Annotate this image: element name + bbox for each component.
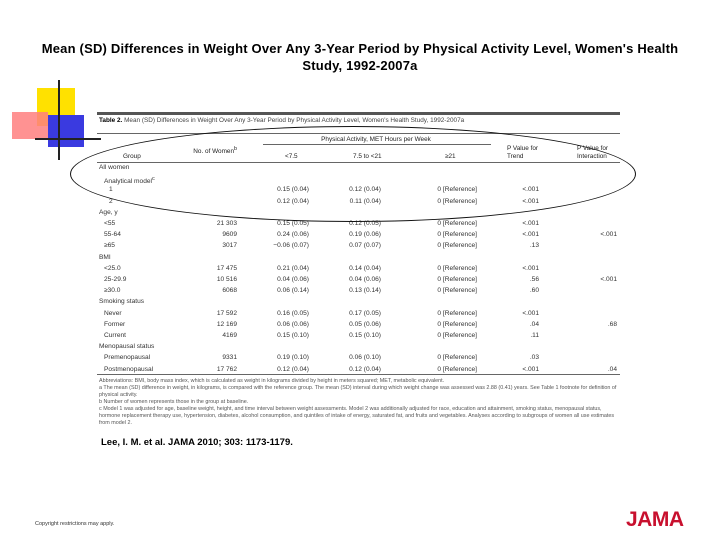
footnote: Abbreviations: BMI, body mass index, which is calculated as weight in kilograms divided by height in meters squared; MET, metabolic equivalent. <box>99 378 445 384</box>
cell-pt: .04 <box>529 320 539 328</box>
table-top-rule <box>97 112 620 115</box>
cell-c1: 0.15 (0.04) <box>277 186 309 194</box>
row-label: 25-29.9 <box>104 276 127 283</box>
cell-c2: 0.12 (0.04) <box>349 186 381 194</box>
cell-c3: 0 [Reference] <box>437 242 477 250</box>
cell-c2: 0.11 (0.04) <box>349 197 381 205</box>
table-caption <box>99 117 464 124</box>
cell-n: 17 592 <box>216 309 237 317</box>
cell-pi: .04 <box>607 365 617 373</box>
jama-logo: JAMA <box>626 508 684 531</box>
cell-c2: 0.14 (0.04) <box>349 264 381 272</box>
row-label: Postmenopausal <box>104 365 154 373</box>
row-label: Age, y <box>99 208 118 216</box>
footnote: b Number of women represents those in the group at baseline. <box>99 399 249 405</box>
cell-c1: 0.19 (0.10) <box>277 354 309 362</box>
cell-n: 21 303 <box>216 220 237 227</box>
cell-pt: <.001 <box>522 186 539 194</box>
cell-pt: .13 <box>529 242 539 250</box>
cell-pt: <.001 <box>522 309 539 317</box>
cell-pt: .11 <box>530 332 539 339</box>
footnote: c Model 1 was adjusted for age, baseline weight, height, and time interval between weight assessments. Model 2 was additionally adjusted for race, education and attainment, smoking status, menopausal status, hormone replacement therapy use, hypertension, diabetes, alcohol consumption, and quintiles of intake of energy, saturated fat, and fruits and vegetables. Analyses according to subgroups of women all use estimates from model 2. <box>99 406 615 426</box>
decorative-vertical-line <box>58 80 60 160</box>
cell-pt: .56 <box>529 276 539 283</box>
row-label: Menopausal status <box>99 343 155 351</box>
cell-c2: 0.12 (0.04) <box>349 365 381 373</box>
cell-n: 3017 <box>222 242 237 250</box>
cell-c2: 0.17 (0.05) <box>349 309 381 317</box>
cell-c3: 0 [Reference] <box>437 365 477 373</box>
cell-n: 9609 <box>222 231 237 239</box>
cell-c1: −0.06 (0.07) <box>273 242 309 250</box>
cell-c1: 0.21 (0.04) <box>277 264 309 272</box>
cell-c3: 0 [Reference] <box>437 231 477 239</box>
table-caption-label: Table 2. <box>99 117 123 124</box>
cell-c1: 0.12 (0.04) <box>277 197 309 205</box>
cell-pt: <.001 <box>522 365 539 373</box>
cell-n: 10 516 <box>216 276 237 283</box>
row-label: ≥65 <box>104 242 115 250</box>
row-label: <25.0 <box>104 264 121 272</box>
cell-n: 17 762 <box>216 365 237 373</box>
row-label: 2 <box>109 197 113 205</box>
cell-c1: 0.06 (0.14) <box>277 287 309 295</box>
cell-n: 17 475 <box>216 264 237 272</box>
cell-n: 6068 <box>222 287 237 295</box>
cell-pt: <.001 <box>522 231 539 239</box>
cell-c1: 0.04 (0.06) <box>277 276 309 283</box>
row-label: All women <box>99 164 130 171</box>
cell-c2: 0.05 (0.06) <box>349 320 381 328</box>
header-p-trend: P Value for Trend <box>507 145 539 160</box>
highlight-ellipse <box>70 126 636 222</box>
cell-c1: 0.06 (0.06) <box>277 320 309 328</box>
cell-c3: 0 [Reference] <box>437 197 477 205</box>
cell-c2: 0.13 (0.14) <box>349 287 381 295</box>
cell-c2: 0.15 (0.10) <box>349 332 381 339</box>
row-label: Premenopausal <box>104 354 151 362</box>
cell-n: 12 169 <box>216 320 237 328</box>
cell-c3: 0 [Reference] <box>437 264 477 272</box>
cell-pt: .03 <box>529 354 539 362</box>
header-n-text: No. of Women <box>193 148 235 156</box>
header-group: Group <box>123 153 141 160</box>
cell-pt: .60 <box>529 287 539 295</box>
cell-pi: .68 <box>607 320 617 328</box>
header-col2: 7.5 to <21 <box>353 153 382 160</box>
cell-c3: 0 [Reference] <box>437 276 477 283</box>
cell-n: 4169 <box>222 332 237 339</box>
cell-pt: <.001 <box>522 220 539 227</box>
row-label: BMI <box>99 253 111 261</box>
citation: Lee, I. M. et al. JAMA 2010; 303: 1173-1179. <box>101 437 293 448</box>
cell-c2: 0.12 (0.05) <box>349 220 381 227</box>
header-col3: ≥21 <box>445 153 456 160</box>
header-n-sup: b <box>234 146 237 152</box>
cell-c3: 0 [Reference] <box>437 220 477 227</box>
row-label: 1 <box>109 186 113 194</box>
table-footnotes <box>99 378 619 427</box>
cell-c3: 0 [Reference] <box>437 186 477 194</box>
cell-c3: 0 [Reference] <box>437 287 477 295</box>
header-pa-span: Physical Activity, MET Hours per Week <box>321 136 431 143</box>
row-label: Analytical model$^c$ <box>104 176 155 186</box>
cell-pi: <.001 <box>600 231 617 239</box>
cell-c2: 0.07 (0.07) <box>349 242 381 250</box>
copyright-notice: Copyright restrictions may apply. <box>35 521 115 527</box>
cell-c3: 0 [Reference] <box>437 309 477 317</box>
cell-c2: 0.06 (0.10) <box>349 354 381 362</box>
row-label: Former <box>104 320 126 328</box>
cell-c1: 0.24 (0.06) <box>277 231 309 239</box>
cell-c2: 0.19 (0.06) <box>349 231 381 239</box>
slide-title: Mean (SD) Differences in Weight Over Any 3-Year Period by Physical Activity Level, Women's Health Study, 1992-2007a <box>41 41 679 73</box>
cell-c2: 0.04 (0.06) <box>349 276 381 283</box>
cell-c1: 0.16 (0.05) <box>277 309 309 317</box>
header-col1: <7.5 <box>285 153 298 160</box>
cell-c1: 0.15 (0.10) <box>277 332 309 339</box>
cell-pt: <.001 <box>522 264 539 272</box>
row-label: Never <box>104 309 122 317</box>
cell-n: 9331 <box>222 354 237 362</box>
row-label-sup: c <box>152 176 155 183</box>
cell-pi: <.001 <box>600 276 617 283</box>
cell-c3: 0 [Reference] <box>437 354 477 362</box>
decorative-blue-square <box>48 115 84 147</box>
row-label: ≥30.0 <box>104 287 121 295</box>
footnote: a The mean (SD) difference in weight, in kilograms, is compared with the reference group. The mean (SD) interval during which weight change was assessed was 2.88 (0.41) years. See Table 1 footnote for definition of physical activity. <box>99 385 617 398</box>
decorative-horizontal-line <box>35 138 101 140</box>
cell-c1: 0.12 (0.04) <box>277 365 309 373</box>
cell-c1: 0.15 (0.05) <box>277 220 309 227</box>
row-label: Current <box>104 332 126 339</box>
table-caption-text: Mean (SD) Differences in Weight Over Any 3-Year Period by Physical Activity Level, Women's Health Study, 1992-2007a <box>124 117 465 124</box>
table-bottom-rule <box>97 374 620 375</box>
row-label: Smoking status <box>99 298 145 306</box>
header-p-interaction: P Value for Interaction <box>577 145 609 160</box>
cell-c3: 0 [Reference] <box>437 332 477 339</box>
cell-c3: 0 [Reference] <box>437 320 477 328</box>
cell-pt: <.001 <box>522 197 539 205</box>
row-label: <55 <box>104 220 116 227</box>
decorative-red-square <box>12 112 48 139</box>
row-label: 55-64 <box>104 231 121 239</box>
